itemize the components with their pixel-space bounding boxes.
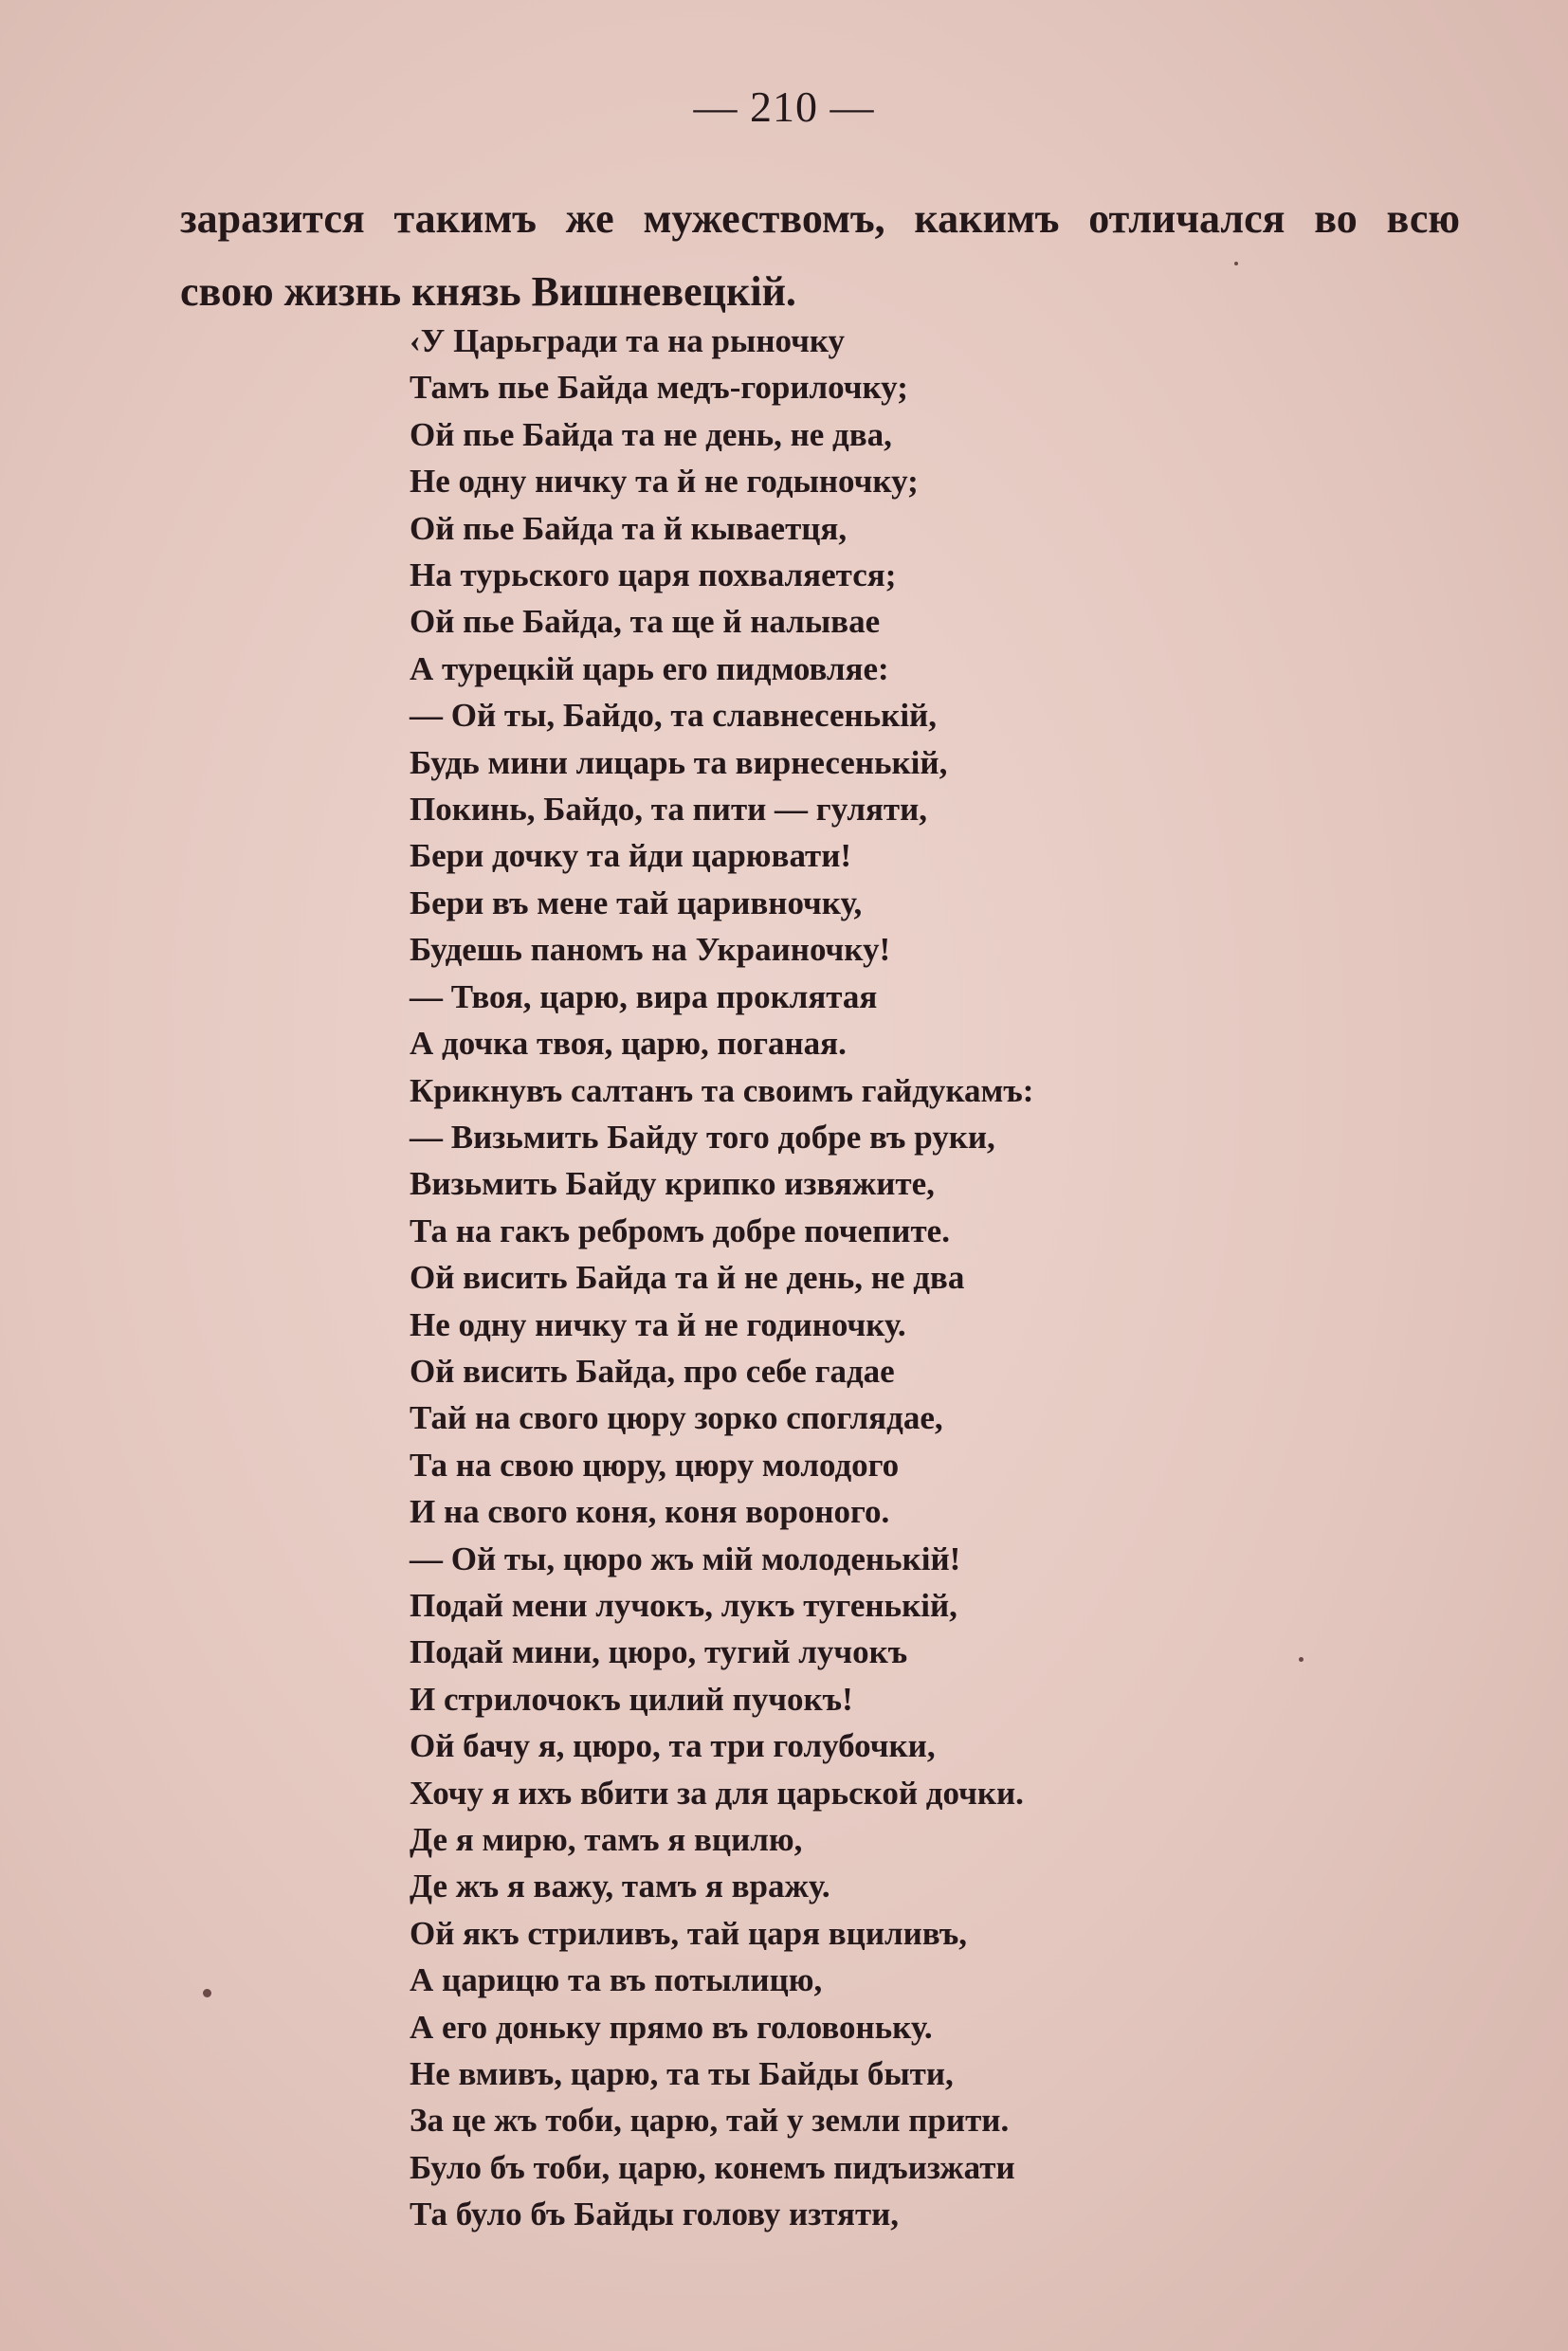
prose-paragraph [180, 182, 1460, 328]
verse-line: Не одну ничку та й не годыночку; [410, 463, 919, 501]
verse-line: Де я мирю, тамъ я вцилю, [410, 1821, 803, 1858]
verse-line: Ой пье Байда, та ще й налывае [410, 603, 881, 641]
verse-line: Ой висить Байда, про себе гадае [410, 1352, 895, 1390]
verse-line: Та на свою цюру, цюру молодого [410, 1446, 900, 1484]
verse-line: А турецкій царь его пидмовляе: [410, 649, 889, 687]
verse-line: Покинь, Байдо, та пити — гуляти, [410, 791, 928, 829]
verse-line: А царицю та въ потылицю, [410, 1961, 823, 1999]
verse-block [410, 318, 1452, 2238]
verse-line: — Ой ты, цюро жъ мій молоденькій! [410, 1540, 961, 1577]
verse-line: — Визьмить Байду того добре въ руки, [410, 1118, 995, 1156]
verse-line: Ой якъ стриливъ, тай царя вциливъ, [410, 1914, 967, 1952]
verse-line: Ой висить Байда та й не день, не два [410, 1259, 965, 1297]
prose-line: заразится такимъ же мужествомъ, какимъ отличался во всю [180, 195, 1460, 242]
verse-line: Де жъ я важу, тамъ я вражу. [410, 1868, 830, 1905]
verse-line: ‹У Царьгради та на рыночку [410, 322, 846, 359]
verse-line: И на свого коня, коня вороного. [410, 1493, 890, 1531]
verse-line: Бери дочку та йди царювати! [410, 837, 852, 875]
verse-line: — Твоя, царю, вира проклятая [410, 977, 878, 1015]
prose-line: свою жизнь князь Вишневецкій. [180, 268, 796, 315]
verse-line: Та було бъ Байды голову изтяти, [410, 2196, 900, 2233]
verse-line: Хочу я ихъ вбити за для царьской дочки. [410, 1774, 1024, 1812]
verse-line: Ой бачу я, цюро, та три голубочки, [410, 1727, 936, 1765]
verse-line: Не одну ничку та й не годиночку. [410, 1305, 906, 1343]
margin-speck [1234, 262, 1238, 265]
page-number: — 210 — [693, 82, 875, 131]
verse-line: Тай на свого цюру зорко споглядае, [410, 1399, 943, 1437]
verse-line: И стрилочокъ цилий пучокъ! [410, 1680, 853, 1718]
verse-line: Було бъ тоби, царю, конемъ пидъизжати [410, 2148, 1015, 2186]
verse-line: Будешь паномъ на Украиночку! [410, 931, 891, 969]
verse-line: А его доньку прямо въ головоньку. [410, 2008, 933, 2046]
verse-line: Не вмивъ, царю, та ты Байды быти, [410, 2055, 954, 2093]
verse-line: Ой пье Байда та не день, не два, [410, 415, 892, 453]
verse-line: Будь мини лицарь та вирнесенькій, [410, 743, 948, 781]
verse-line: А дочка твоя, царю, поганая. [410, 1025, 847, 1063]
verse-line: Та на гакъ ребромъ добре почепите. [410, 1212, 950, 1249]
verse-line: Подай мени лучокъ, лукъ тугенькій, [410, 1586, 957, 1624]
verse-line: Подай мини, цюро, тугий лучокъ [410, 1633, 908, 1671]
verse-line: Бери въ мене тай царивночку, [410, 884, 863, 921]
verse-line: За це жъ тоби, царю, тай у земли прити. [410, 2102, 1010, 2140]
verse-line: — Ой ты, Байдо, та славнесенькій, [410, 697, 937, 735]
margin-speck [203, 1989, 211, 1997]
verse-line: Крикнувъ салтанъ та своимъ гайдукамъ: [410, 1071, 1034, 1109]
verse-line: Тамъ пье Байда медъ-горилочку; [410, 369, 908, 407]
verse-line: Ой пье Байда та й кываетця, [410, 509, 848, 547]
verse-line: На турьского царя похваляется; [410, 556, 897, 594]
margin-speck [1299, 1657, 1304, 1662]
verse-line: Визьмить Байду крипко извяжите, [410, 1165, 935, 1203]
